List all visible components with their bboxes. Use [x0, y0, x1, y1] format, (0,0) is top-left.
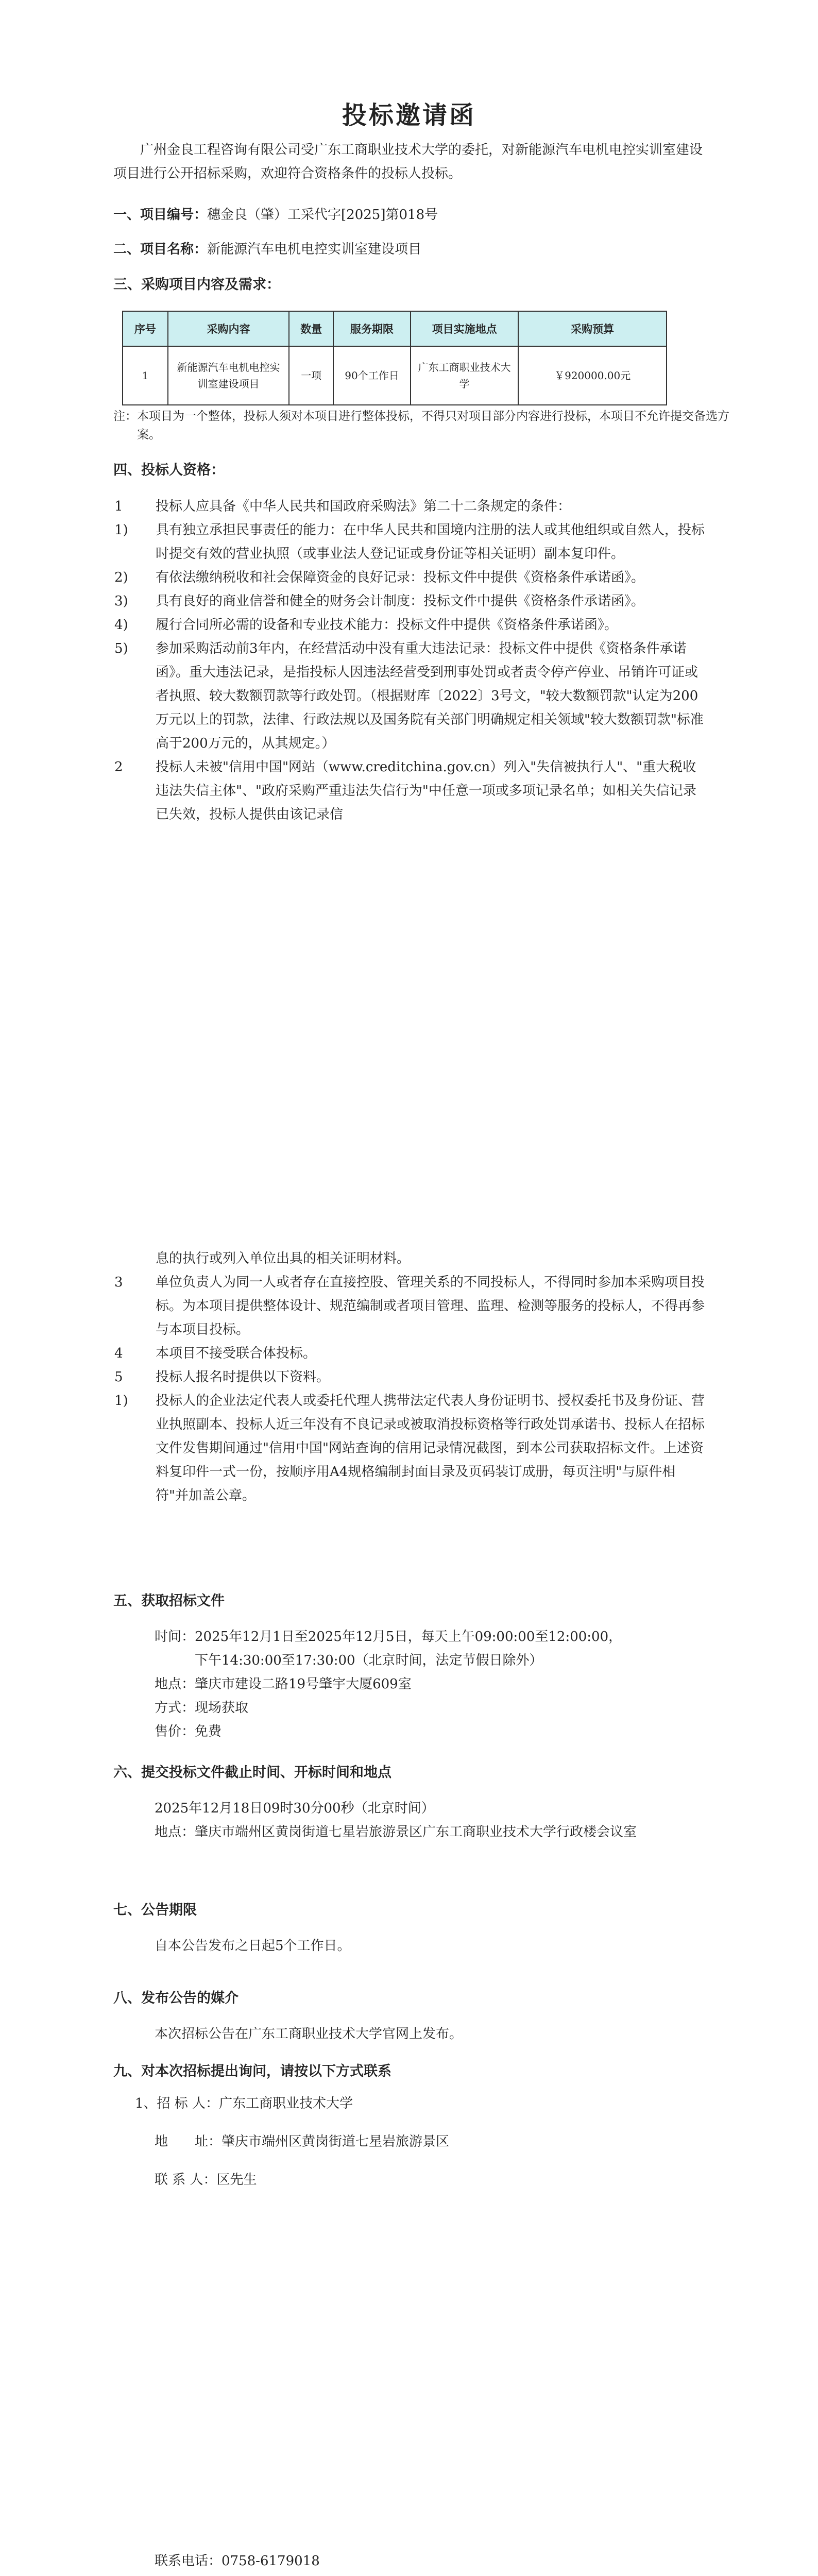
qualification-list: [114, 495, 707, 826]
table-cell: 一项: [289, 346, 333, 405]
obtain-method: 方式：现场获取: [155, 1700, 249, 1716]
column-header: 服务期限: [333, 311, 411, 346]
section-title: 对本次招标提出询问，请按以下方式联系: [141, 2063, 391, 2079]
list-item: 2) 有依法缴纳税收和社会保障资金的良好记录：投标文件中提供《资格条件承诺函》。: [114, 570, 645, 585]
section-number: 三、: [113, 277, 141, 293]
obtain-price: 售价：免费: [155, 1724, 222, 1739]
obtain-place: 地点：肇庆市建设二路19号肇宇大厦609室: [155, 1676, 412, 1692]
tenderer-title: 1、招 标 人：广东工商职业技术大学: [135, 2096, 353, 2111]
column-header: 采购内容: [168, 311, 289, 346]
section-number: 五、: [113, 1593, 141, 1609]
section-heading-4: [113, 459, 225, 482]
table-cell: ￥920000.00元: [518, 346, 667, 405]
section-title: 采购项目内容及需求：: [141, 277, 280, 293]
list-item: 4) 履行合同所必需的设备和专业技术能力：投标文件中提供《资格条件承诺函》。: [114, 617, 618, 633]
section-title: 获取招标文件: [141, 1593, 225, 1609]
column-header: 数量: [289, 311, 333, 346]
list-item: 5) 参加采购活动前3年内，在经营活动中没有重大违法记录：投标文件中提供《资格条件承诺函》。重大违法记录，是指投标人因违法经营受到刑事处罚或者责令停产停业、吊销许可证或者执照、较大数额罚款等行政处罚。（根据财库〔2022〕3号文，"较大数额罚款"认定为200万元以上的罚款，法律、行政法规以及国务院有关部门明确规定相关领域"较大数额罚款"标准高于200万元的，从其规定。）: [114, 641, 704, 751]
section-number: 二、: [113, 242, 141, 257]
bid-place: 地点：肇庆市端州区黄岗街道七星岩旅游景区广东工商职业技术大学行政楼会议室: [155, 1824, 637, 1840]
table-row: [123, 346, 667, 405]
qualification-list-continued: [114, 1247, 707, 1507]
tenderer-phone: 联系电话：0758-6179018: [155, 2553, 320, 2569]
section-heading-5: [113, 1589, 225, 1613]
section-title: 公告期限: [141, 1902, 197, 1918]
list-item: 2 投标人未被"信用中国"网站（www.creditchina.gov.cn）列入"失信被执行人"、"重大税收违法失信主体"、"政府采购严重违法失信行为"中任意一项或多项记录名单；如相关失信记录已失效，投标人提供由该记录信: [114, 759, 696, 822]
table-cell: 广东工商职业技术大学: [411, 346, 519, 405]
list-item: 1 投标人应具备《中华人民共和国政府采购法》第二十二条规定的条件：: [114, 499, 571, 514]
bid-time: 2025年12月18日09时30分00秒（北京时间）: [155, 1801, 435, 1816]
obtain-time: 时间：2025年12月1日至2025年12月5日，每天上午09:00:00至12:00:00，: [155, 1629, 622, 1645]
section-heading-6: [113, 1761, 391, 1785]
column-header: 序号: [123, 311, 168, 346]
list-item: 1) 具有独立承担民事责任的能力：在中华人民共和国境内注册的法人或其他组织或自然人，投标时提交有效的营业执照（或事业法人登记证或身份证等相关证明）副本复印件。: [114, 522, 705, 562]
section-title: 发布公告的媒介: [141, 1990, 238, 2006]
table-cell: 90个工作日: [333, 346, 411, 405]
project-name-value: 新能源汽车电机电控实训室建设项目: [207, 242, 422, 257]
column-header: 采购预算: [518, 311, 667, 346]
intro-paragraph: 广州金良工程咨询有限公司受广东工商职业技术大学的委托，对新能源汽车电机电控实训室建设项目进行公开招标采购，欢迎符合资格条件的投标人投标。: [113, 142, 703, 181]
section-number: 一、: [113, 207, 141, 223]
table-cell: 1: [123, 346, 168, 405]
list-item: 3) 具有良好的商业信誉和健全的财务会计制度：投标文件中提供《资格条件承诺函》。: [114, 594, 645, 609]
section-number: 九、: [113, 2063, 141, 2079]
obtain-documents-block: [155, 1625, 711, 1743]
table-cell: 新能源汽车电机电控实训室建设项目: [168, 346, 289, 405]
list-item: 4 本项目不接受联合体投标。: [114, 1346, 317, 1361]
page-title: 投标邀请函: [342, 101, 476, 130]
obtain-time-afternoon: 下午14:30:00至17:30:00（北京时间，法定节假日除外）: [195, 1653, 543, 1668]
section-number: 六、: [113, 1765, 141, 1781]
list-item: 息的执行或列入单位出具的相关证明材料。: [156, 1251, 411, 1266]
section-heading-9: [113, 2060, 391, 2083]
announcement-media: 本次招标公告在广东工商职业技术大学官网上发布。: [155, 2026, 463, 2042]
section-number: 八、: [113, 1990, 141, 2006]
tenderer-address: 地 址：肇庆市端州区黄岗街道七星岩旅游景区: [155, 2134, 450, 2149]
bid-opening-block: [155, 1797, 711, 1844]
project-name-label: 项目名称：: [140, 242, 208, 257]
table-note: 注：本项目为一个整体，投标人须对本项目进行整体投标，不得只对项目部分内容进行投标，本项目不允许提交备选方案。: [113, 410, 729, 442]
announcement-period: 自本公告发布之日起5个工作日。: [155, 1938, 351, 1954]
project-number-value: 穗金良（肇）工采代字[2025]第018号: [207, 207, 438, 223]
column-header: 项目实施地点: [411, 311, 519, 346]
section-heading-8: [113, 1987, 238, 2010]
section-title: 投标人资格：: [141, 462, 225, 478]
table-header-row: [123, 311, 667, 346]
section-number: 四、: [113, 462, 141, 478]
project-number-label: 项目编号：: [140, 207, 208, 223]
list-item: 3 单位负责人为同一人或者存在直接控股、管理关系的不同投标人，不得同时参加本采购项目投标。为本项目提供整体设计、规范编制或者项目管理、监理、检测等服务的投标人，不得再参与本项目投标。: [114, 1275, 705, 1337]
section-heading-7: [113, 1899, 197, 1922]
tenderer-contact-person: 联 系 人：区先生: [155, 2172, 257, 2188]
list-item: 5 投标人报名时提供以下资料。: [114, 1369, 330, 1385]
section-heading-3: [113, 273, 280, 297]
section-number: 七、: [113, 1902, 141, 1918]
section-title: 提交投标文件截止时间、开标时间和地点: [141, 1765, 391, 1781]
project-name: [113, 238, 710, 261]
project-number: [113, 203, 710, 227]
procurement-table: [122, 311, 667, 405]
list-item: 1) 投标人的企业法定代表人或委托代理人携带法定代表人身份证明书、授权委托书及身份证、营业执照副本、投标人近三年没有不良记录或被取消投标资格等行政处罚承诺书、投标人在招标文件发售期间通过"信用中国"网站查询的信用记录情况截图，到本公司获取招标文件。上述资料复印件一式一份，按顺序用A4规格编制封面目录及页码装订成册，每页注明"与原件相符"并加盖公章。: [114, 1393, 705, 1503]
